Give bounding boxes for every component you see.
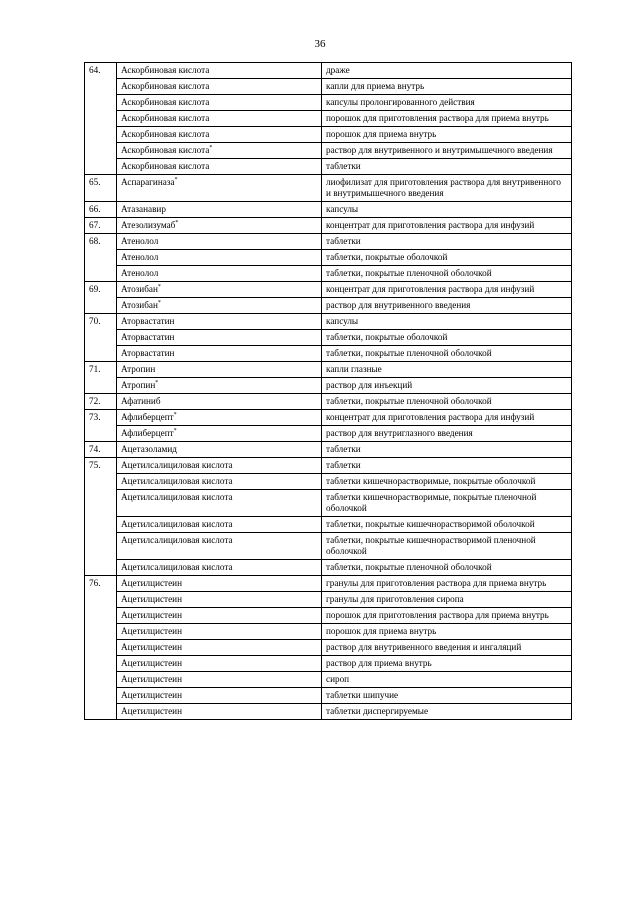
drug-name: Атропин — [121, 364, 156, 374]
drug-name: Аторвастатин — [121, 316, 175, 326]
drug-table — [84, 62, 572, 720]
drug-name: Аскорбиновая кислота — [121, 113, 210, 123]
drug-name-cell — [117, 442, 322, 458]
dosage-form: капсулы пролонгированного действия — [322, 95, 572, 111]
drug-name: Аспарагиназа — [121, 177, 175, 187]
table-row — [85, 394, 572, 410]
table-row — [85, 656, 572, 672]
table-row — [85, 426, 572, 442]
table-row — [85, 127, 572, 143]
footnote-marker: * — [155, 379, 159, 386]
drug-name-cell — [117, 330, 322, 346]
dosage-form: таблетки кишечнорастворимые, покрытые пленочной оболочкой — [322, 490, 572, 517]
table-row — [85, 79, 572, 95]
table-row — [85, 672, 572, 688]
table-row — [85, 159, 572, 175]
dosage-form: таблетки, покрытые кишечнорастворимой оболочкой — [322, 517, 572, 533]
table-row — [85, 63, 572, 79]
drug-name: Ацетилцистеин — [121, 610, 182, 620]
table-row — [85, 517, 572, 533]
dosage-form: таблетки кишечнорастворимые, покрытые оболочкой — [322, 474, 572, 490]
drug-name: Афатиниб — [121, 396, 161, 406]
dosage-form: концентрат для приготовления раствора для инфузий — [322, 282, 572, 298]
footnote-marker: * — [173, 411, 177, 418]
row-number: 69. — [85, 282, 117, 314]
drug-name: Аскорбиновая кислота — [121, 65, 210, 75]
dosage-form: таблетки — [322, 234, 572, 250]
drug-name-cell — [117, 704, 322, 720]
drug-name: Аскорбиновая кислота — [121, 97, 210, 107]
footnote-marker: * — [174, 176, 178, 183]
table-row — [85, 234, 572, 250]
drug-name: Ацетилцистеин — [121, 674, 182, 684]
drug-name-cell — [117, 688, 322, 704]
dosage-form: раствор для приема внутрь — [322, 656, 572, 672]
footnote-marker: * — [157, 299, 161, 306]
table-row — [85, 624, 572, 640]
table-row — [85, 95, 572, 111]
drug-name-cell — [117, 656, 322, 672]
table-row — [85, 458, 572, 474]
drug-name-cell — [117, 159, 322, 175]
dosage-form: концентрат для приготовления раствора для инфузий — [322, 410, 572, 426]
drug-name-cell — [117, 127, 322, 143]
drug-name-cell — [117, 63, 322, 79]
dosage-form: капсулы — [322, 202, 572, 218]
table-row — [85, 533, 572, 560]
drug-name-cell — [117, 234, 322, 250]
dosage-form: драже — [322, 63, 572, 79]
dosage-form: раствор для внутривенного и внутримышечного введения — [322, 143, 572, 159]
table-row — [85, 410, 572, 426]
footnote-marker: * — [173, 427, 177, 434]
drug-name: Атозибан — [121, 284, 158, 294]
dosage-form: сироп — [322, 672, 572, 688]
drug-name-cell — [117, 592, 322, 608]
table-row — [85, 250, 572, 266]
dosage-form: порошок для приготовления раствора для приема внутрь — [322, 111, 572, 127]
dosage-form: раствор для внутривенного введения и ингаляций — [322, 640, 572, 656]
drug-name: Ацетилсалициловая кислота — [121, 460, 233, 470]
dosage-form: капсулы — [322, 314, 572, 330]
table-row — [85, 560, 572, 576]
table-row — [85, 266, 572, 282]
drug-name-cell — [117, 640, 322, 656]
table-row — [85, 704, 572, 720]
row-number: 72. — [85, 394, 117, 410]
drug-name-cell — [117, 95, 322, 111]
row-number: 70. — [85, 314, 117, 362]
drug-name: Аторвастатин — [121, 332, 175, 342]
drug-name-cell — [117, 458, 322, 474]
row-number: 74. — [85, 442, 117, 458]
table-row — [85, 640, 572, 656]
drug-name-cell — [117, 143, 322, 159]
dosage-form: таблетки, покрытые пленочной оболочкой — [322, 560, 572, 576]
dosage-form: капли глазные — [322, 362, 572, 378]
drug-name-cell — [117, 202, 322, 218]
drug-name: Ацетилцистеин — [121, 706, 182, 716]
table-row — [85, 143, 572, 159]
dosage-form: раствор для внутриглазного введения — [322, 426, 572, 442]
drug-name: Атозибан — [121, 300, 158, 310]
dosage-form: таблетки, покрытые пленочной оболочкой — [322, 266, 572, 282]
dosage-form: концентрат для приготовления раствора для инфузий — [322, 218, 572, 234]
drug-name-cell — [117, 517, 322, 533]
drug-name-cell — [117, 576, 322, 592]
drug-name: Атропин — [121, 380, 156, 390]
drug-name-cell — [117, 111, 322, 127]
drug-name-cell — [117, 378, 322, 394]
drug-name: Ацетилцистеин — [121, 642, 182, 652]
table-row — [85, 378, 572, 394]
table-row — [85, 362, 572, 378]
table-row — [85, 490, 572, 517]
drug-name: Афлиберцепт — [121, 428, 174, 438]
dosage-form: лиофилизат для приготовления раствора для внутривенного и внутримышечного введения — [322, 175, 572, 202]
footnote-marker: * — [157, 283, 161, 290]
dosage-form: раствор для инъекций — [322, 378, 572, 394]
table-row — [85, 111, 572, 127]
drug-name-cell — [117, 362, 322, 378]
drug-name: Ацетилсалициловая кислота — [121, 492, 233, 502]
drug-name-cell — [117, 314, 322, 330]
drug-name-cell — [117, 79, 322, 95]
table-row — [85, 298, 572, 314]
dosage-form: таблетки, покрытые пленочной оболочкой — [322, 346, 572, 362]
drug-name: Аторвастатин — [121, 348, 175, 358]
drug-name-cell — [117, 490, 322, 517]
drug-name: Атенолол — [121, 268, 159, 278]
row-number: 65. — [85, 175, 117, 202]
table-row — [85, 346, 572, 362]
table-row — [85, 592, 572, 608]
dosage-form: таблетки шипучие — [322, 688, 572, 704]
dosage-form: таблетки, покрытые оболочкой — [322, 330, 572, 346]
dosage-form: капли для приема внутрь — [322, 79, 572, 95]
drug-name-cell — [117, 624, 322, 640]
drug-name: Атезолизумаб — [121, 220, 176, 230]
dosage-form: таблетки, покрытые кишечнорастворимой пленочной оболочкой — [322, 533, 572, 560]
table-row — [85, 175, 572, 202]
drug-name: Ацетилсалициловая кислота — [121, 519, 233, 529]
drug-name-cell — [117, 608, 322, 624]
table-row — [85, 282, 572, 298]
drug-name-cell — [117, 175, 322, 202]
drug-name: Атазанавир — [121, 204, 166, 214]
drug-name: Атенолол — [121, 236, 159, 246]
drug-name: Аскорбиновая кислота — [121, 161, 210, 171]
dosage-form: гранулы для приготовления сиропа — [322, 592, 572, 608]
table-row — [85, 576, 572, 592]
dosage-form: порошок для приема внутрь — [322, 624, 572, 640]
drug-name: Ацетазоламид — [121, 444, 177, 454]
dosage-form: таблетки — [322, 458, 572, 474]
table-row — [85, 330, 572, 346]
drug-name: Ацетилсалициловая кислота — [121, 535, 233, 545]
drug-name-cell — [117, 410, 322, 426]
table-row — [85, 314, 572, 330]
drug-name: Атенолол — [121, 252, 159, 262]
drug-name-cell — [117, 298, 322, 314]
footnote-marker: * — [209, 144, 213, 151]
table-row — [85, 202, 572, 218]
table-body — [85, 63, 572, 720]
drug-name-cell — [117, 282, 322, 298]
drug-name: Аскорбиновая кислота — [121, 81, 210, 91]
drug-name: Аскорбиновая кислота — [121, 129, 210, 139]
table-row — [85, 688, 572, 704]
dosage-form: порошок для приготовления раствора для приема внутрь — [322, 608, 572, 624]
dosage-form: таблетки, покрытые оболочкой — [322, 250, 572, 266]
row-number: 76. — [85, 576, 117, 720]
row-number: 71. — [85, 362, 117, 394]
dosage-form: порошок для приема внутрь — [322, 127, 572, 143]
drug-name-cell — [117, 474, 322, 490]
table-row — [85, 608, 572, 624]
drug-name-cell — [117, 394, 322, 410]
drug-name: Ацетилцистеин — [121, 690, 182, 700]
drug-name-cell — [117, 426, 322, 442]
drug-name-cell — [117, 250, 322, 266]
drug-name: Ацетилцистеин — [121, 626, 182, 636]
dosage-form: таблетки диспергируемые — [322, 704, 572, 720]
drug-name: Аскорбиновая кислота — [121, 145, 210, 155]
drug-name: Ацетилсалициловая кислота — [121, 476, 233, 486]
drug-name-cell — [117, 560, 322, 576]
dosage-form: гранулы для приготовления раствора для приема внутрь — [322, 576, 572, 592]
footnote-marker: * — [175, 219, 179, 226]
drug-name-cell — [117, 672, 322, 688]
drug-name: Ацетилцистеин — [121, 594, 182, 604]
row-number: 64. — [85, 63, 117, 175]
drug-name-cell — [117, 266, 322, 282]
row-number: 66. — [85, 202, 117, 218]
row-number: 68. — [85, 234, 117, 282]
drug-name-cell — [117, 218, 322, 234]
drug-name: Ацетилцистеин — [121, 658, 182, 668]
drug-name-cell — [117, 533, 322, 560]
row-number: 75. — [85, 458, 117, 576]
drug-name: Ацетилцистеин — [121, 578, 182, 588]
table-row — [85, 474, 572, 490]
row-number: 73. — [85, 410, 117, 442]
row-number: 67. — [85, 218, 117, 234]
drug-name-cell — [117, 346, 322, 362]
drug-name: Ацетилсалициловая кислота — [121, 562, 233, 572]
dosage-form: таблетки — [322, 159, 572, 175]
dosage-form: таблетки — [322, 442, 572, 458]
page-number: 36 — [314, 38, 326, 50]
table-row — [85, 218, 572, 234]
table-row — [85, 442, 572, 458]
dosage-form: таблетки, покрытые пленочной оболочкой — [322, 394, 572, 410]
drug-name: Афлиберцепт — [121, 412, 174, 422]
dosage-form: раствор для внутривенного введения — [322, 298, 572, 314]
